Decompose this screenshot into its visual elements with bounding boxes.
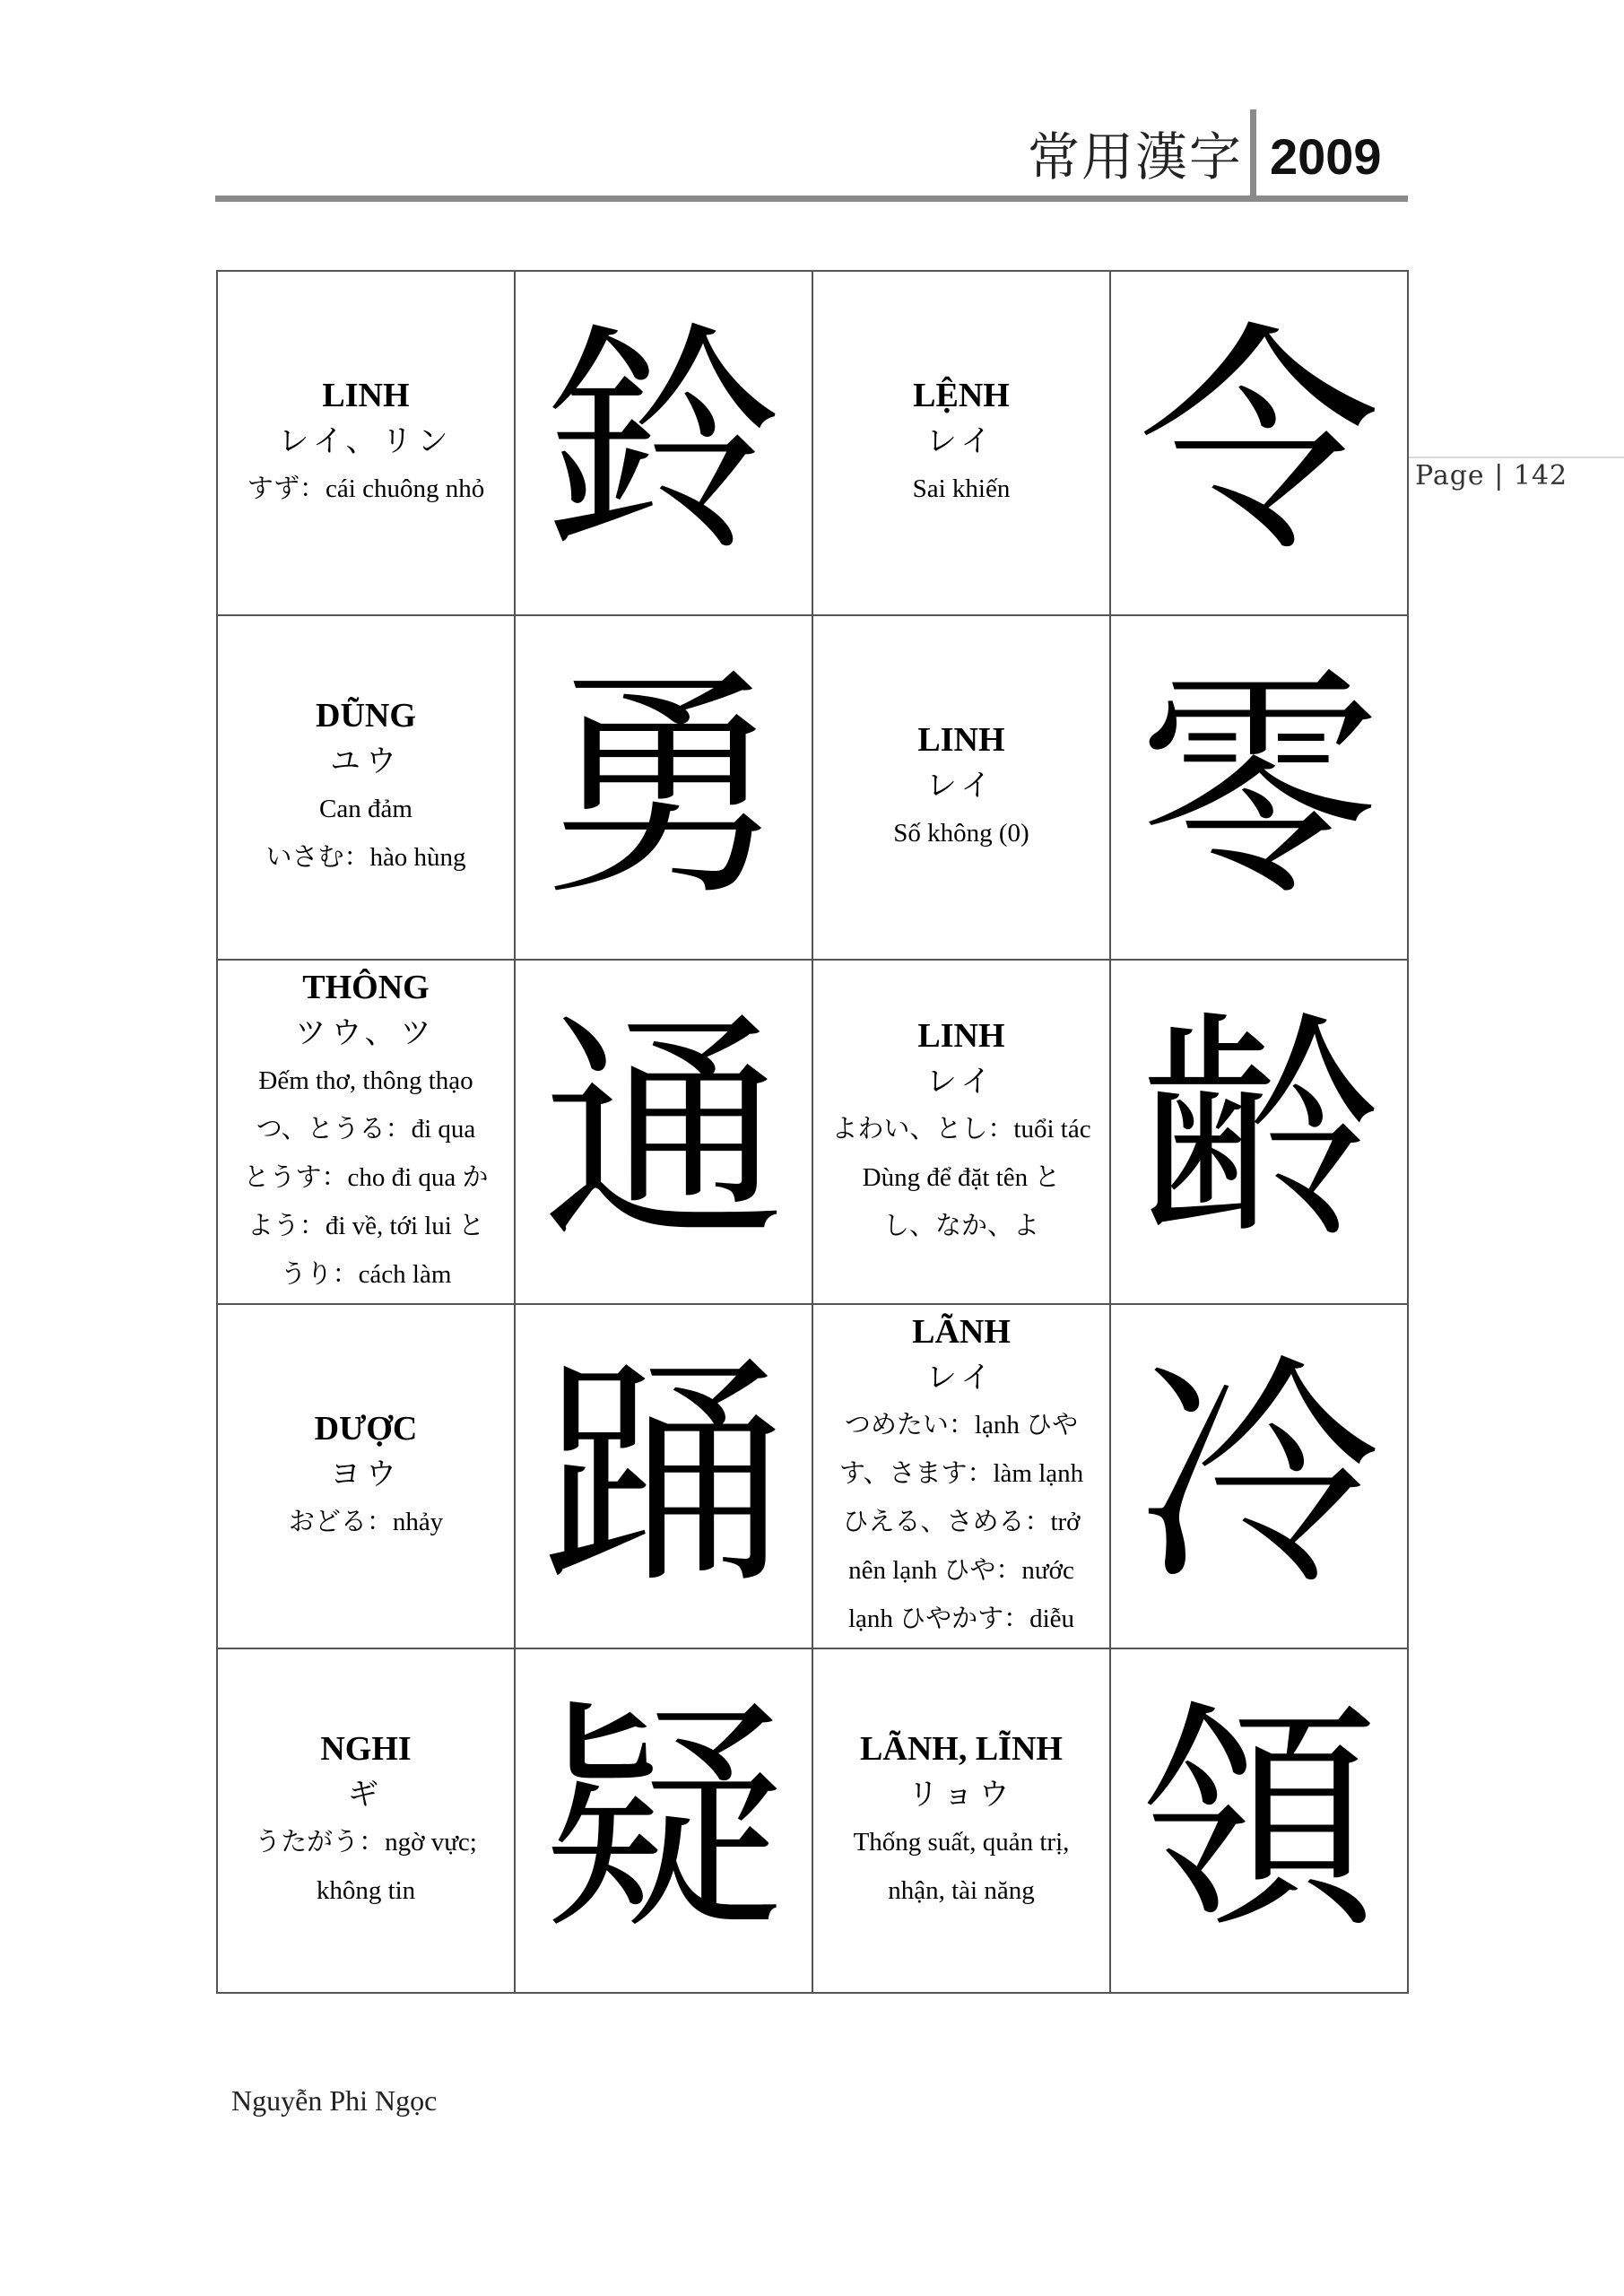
kanji-info: [218, 965, 514, 1299]
kanji-character: 踊: [543, 1335, 785, 1617]
meaning-line: Đếm thơ, thông thạo: [258, 1066, 473, 1095]
kanji-character: 零: [1138, 646, 1380, 928]
kanji-info-cell: [217, 271, 515, 615]
sino-vietnamese-reading: DŨNG: [316, 697, 416, 735]
on-reading: ツウ、ツ: [295, 1015, 437, 1051]
sino-vietnamese-reading: THÔNG: [302, 969, 430, 1006]
table-row: [217, 615, 1408, 960]
sino-vietnamese-reading: LÃNH: [912, 1313, 1011, 1351]
kanji-info: [813, 718, 1109, 857]
kanji-character: 冷: [1138, 1335, 1380, 1617]
kanji-info-cell: [812, 271, 1110, 615]
header-rule: [215, 196, 1408, 202]
meaning-line: ひえる、さめる：trở: [842, 1508, 1081, 1536]
on-reading: ギ: [348, 1777, 384, 1813]
page-number: Page | 142: [1415, 460, 1568, 491]
table-row: [217, 1304, 1408, 1648]
on-reading: レイ、リン: [278, 423, 454, 459]
kanji-info-cell: [217, 615, 515, 960]
kanji-info: [813, 1013, 1109, 1250]
table-row: [217, 960, 1408, 1304]
kanji-glyph-cell: [515, 271, 812, 615]
sino-vietnamese-reading: LINH: [917, 1017, 1005, 1055]
kanji-info: [218, 373, 514, 513]
kanji-info-cell: [217, 960, 515, 1304]
meaning-line: おどる：nhảy: [288, 1508, 444, 1536]
meaning-line: よわい、とし：tuổi tác: [831, 1115, 1091, 1144]
kanji-info-cell: [812, 960, 1110, 1304]
kanji-glyph-cell: [515, 1648, 812, 1993]
kanji-info: [218, 693, 514, 882]
sino-vietnamese-reading: LINH: [322, 377, 410, 414]
kanji-info-cell: [812, 615, 1110, 960]
sino-vietnamese-reading: LỆNH: [913, 377, 1010, 414]
kanji-character: 通: [543, 990, 785, 1273]
kanji-glyph-cell: [1110, 615, 1408, 960]
kanji-glyph-cell: [1110, 960, 1408, 1304]
kanji-glyph-cell: [1110, 1304, 1408, 1648]
kanji-glyph-cell: [1110, 271, 1408, 615]
sino-vietnamese-reading: NGHI: [320, 1730, 412, 1768]
meaning-line: うたがう：ngờ vực;: [255, 1828, 477, 1857]
kanji-character: 領: [1138, 1679, 1380, 1961]
meaning-line: Sai khiến: [912, 474, 1011, 503]
kanji-character: 鈴: [543, 301, 785, 584]
sino-vietnamese-reading: LÃNH, LĨNH: [860, 1730, 1063, 1768]
meaning-line: nên lạnh ひや：nước: [848, 1556, 1074, 1585]
sino-vietnamese-reading: LINH: [917, 721, 1005, 759]
meaning-line: すず：cái chuông nhỏ: [247, 474, 485, 503]
on-reading: ユウ: [330, 744, 402, 779]
header-year: 2009: [1270, 128, 1382, 185]
meaning-line: し、なか、よ: [882, 1212, 1039, 1240]
kanji-glyph-cell: [1110, 1648, 1408, 1993]
author-name: Nguyễn Phi Ngọc: [231, 2084, 438, 2117]
meaning-line: とうす：cho đi qua か: [243, 1163, 489, 1192]
meaning-line: Số không (0): [893, 819, 1029, 848]
kanji-character: 齢: [1138, 990, 1380, 1273]
on-reading: レイ: [925, 1360, 997, 1396]
sino-vietnamese-reading: DƯỢC: [314, 1410, 418, 1448]
table-row: [217, 271, 1408, 615]
header-separator: [1250, 109, 1256, 201]
kanji-character: 勇: [543, 646, 785, 928]
kanji-info: [218, 1406, 514, 1546]
on-reading: レイ: [925, 1064, 997, 1100]
meaning-line: Dùng để đặt tên と: [862, 1163, 1061, 1192]
on-reading: リョウ: [908, 1777, 1015, 1813]
kanji-character: 令: [1138, 301, 1380, 584]
kanji-info-cell: [217, 1304, 515, 1648]
page-header: [0, 0, 1624, 215]
kanji-info: [218, 1726, 514, 1915]
page-number-rule: [1408, 457, 1624, 458]
meaning-line: つ、とうる：đi qua: [256, 1115, 476, 1144]
on-reading: ヨウ: [330, 1457, 402, 1492]
meaning-line: よう：đi về, tới lui と: [247, 1212, 485, 1240]
meaning-line: うり：cách làm: [280, 1260, 452, 1289]
on-reading: レイ: [925, 768, 997, 804]
meaning-line: す、さます：làm lạnh: [838, 1459, 1084, 1488]
kanji-character: 疑: [543, 1679, 785, 1961]
table-row: [217, 1648, 1408, 1993]
meaning-line: つめたい：lạnh ひや: [844, 1411, 1079, 1439]
kanji-glyph-cell: [515, 1304, 812, 1648]
kanji-info: [813, 1309, 1109, 1643]
meaning-line: Thống suất, quản trị,: [853, 1828, 1070, 1857]
kanji-info: [813, 1726, 1109, 1915]
meaning-line: Can đảm: [319, 795, 413, 823]
kanji-info: [813, 373, 1109, 513]
kanji-info-cell: [812, 1304, 1110, 1648]
on-reading: レイ: [925, 423, 997, 459]
meaning-line: không tin: [316, 1876, 416, 1905]
kanji-table: [216, 270, 1409, 1994]
kanji-glyph-cell: [515, 615, 812, 960]
meaning-line: lạnh ひやかす：diễu: [847, 1605, 1075, 1633]
kanji-info-cell: [217, 1648, 515, 1993]
meaning-line: nhận, tài năng: [888, 1876, 1035, 1905]
meaning-line: いさむ：hào hùng: [265, 843, 466, 872]
kanji-glyph-cell: [515, 960, 812, 1304]
kanji-info-cell: [812, 1648, 1110, 1993]
header-kanji-title: 常用漢字: [1027, 126, 1243, 187]
